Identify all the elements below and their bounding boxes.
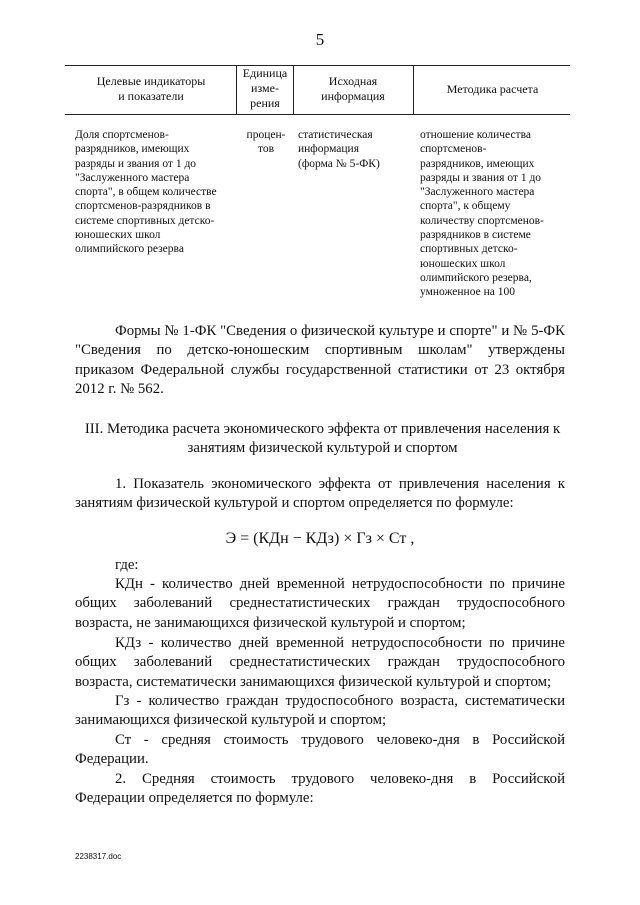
table-header-border [65,114,570,115]
forms-paragraph: Формы № 1-ФК "Сведения о физической культуре и спорте" и № 5-ФК "Сведения по детско-юношеским спортивным школам" утверждены приказом Федеральной службы государственной статистики от 23 октября 2012 г. № 562. [75,323,565,398]
definition-gz: Гз - количество граждан трудоспособного возраста, систематически занимающихся физической культурой и спортом; [75,693,565,729]
column-divider [293,65,294,114]
cell-indicator: Доля спортсменов- разрядников, имеющих разряды и звания от 1 до "Заслуженного мастера спорта", в общем количестве спортсменов-разрядников в системе спортивных детско- юношеских школ олимпийского резерва [75,129,217,256]
table-top-border [65,65,570,66]
definition-kdz: КДз - количество дней временной нетрудоспособности по причине общих заболеваний среднестатистических граждан трудоспособного возраста, систематически занимающихся физической культурой и спортом; [75,635,565,690]
header-indicators: Целевые индикаторы и показатели [96,74,206,103]
paragraph-1: 1. Показатель экономического эффекта от привлечения населения к занятиям физической культурой и спортом определяется по формуле: [75,476,565,512]
page-number: 5 [315,30,325,49]
section-heading: III. Методика расчета экономического эффекта от привлечения населения к занятиям физической культурой и спортом [84,421,561,457]
header-unit: Единица изме- рения [242,66,288,110]
where-label: где: [115,557,139,573]
cell-unit: процен- тов [246,129,286,156]
file-name-footer: 2238317.doc [75,852,122,861]
formula: Э = (КДн − КДз) × Гз × Ст , [225,530,415,547]
cell-method: отношение количества спортсменов- разрядников, имеющих разряды и звания от 1 до "Заслуженного мастера спорта", к общему количеству спортсменов- разрядников в системе спортивных детско- юношеских школ олимпийского резерва, умноженное на 100 [420,129,544,299]
paragraph-2: 2. Средняя стоимость трудового человеко-дня в Российской Федерации определяется по формуле: [75,771,565,807]
header-method: Методика расчета [446,82,539,96]
definition-kdn: КДн - количество дней временной нетрудоспособности по причине общих заболеваний среднестатистических граждан трудоспособного возраста, не занимающихся физической культурой и спортом; [75,576,565,631]
column-divider [413,65,414,114]
definition-st: Ст - средняя стоимость трудового человеко-дня в Российской Федерации. [75,732,565,768]
cell-source: статистическая информация (форма № 5-ФК) [298,129,380,170]
header-source: Исходная информация [321,74,385,103]
